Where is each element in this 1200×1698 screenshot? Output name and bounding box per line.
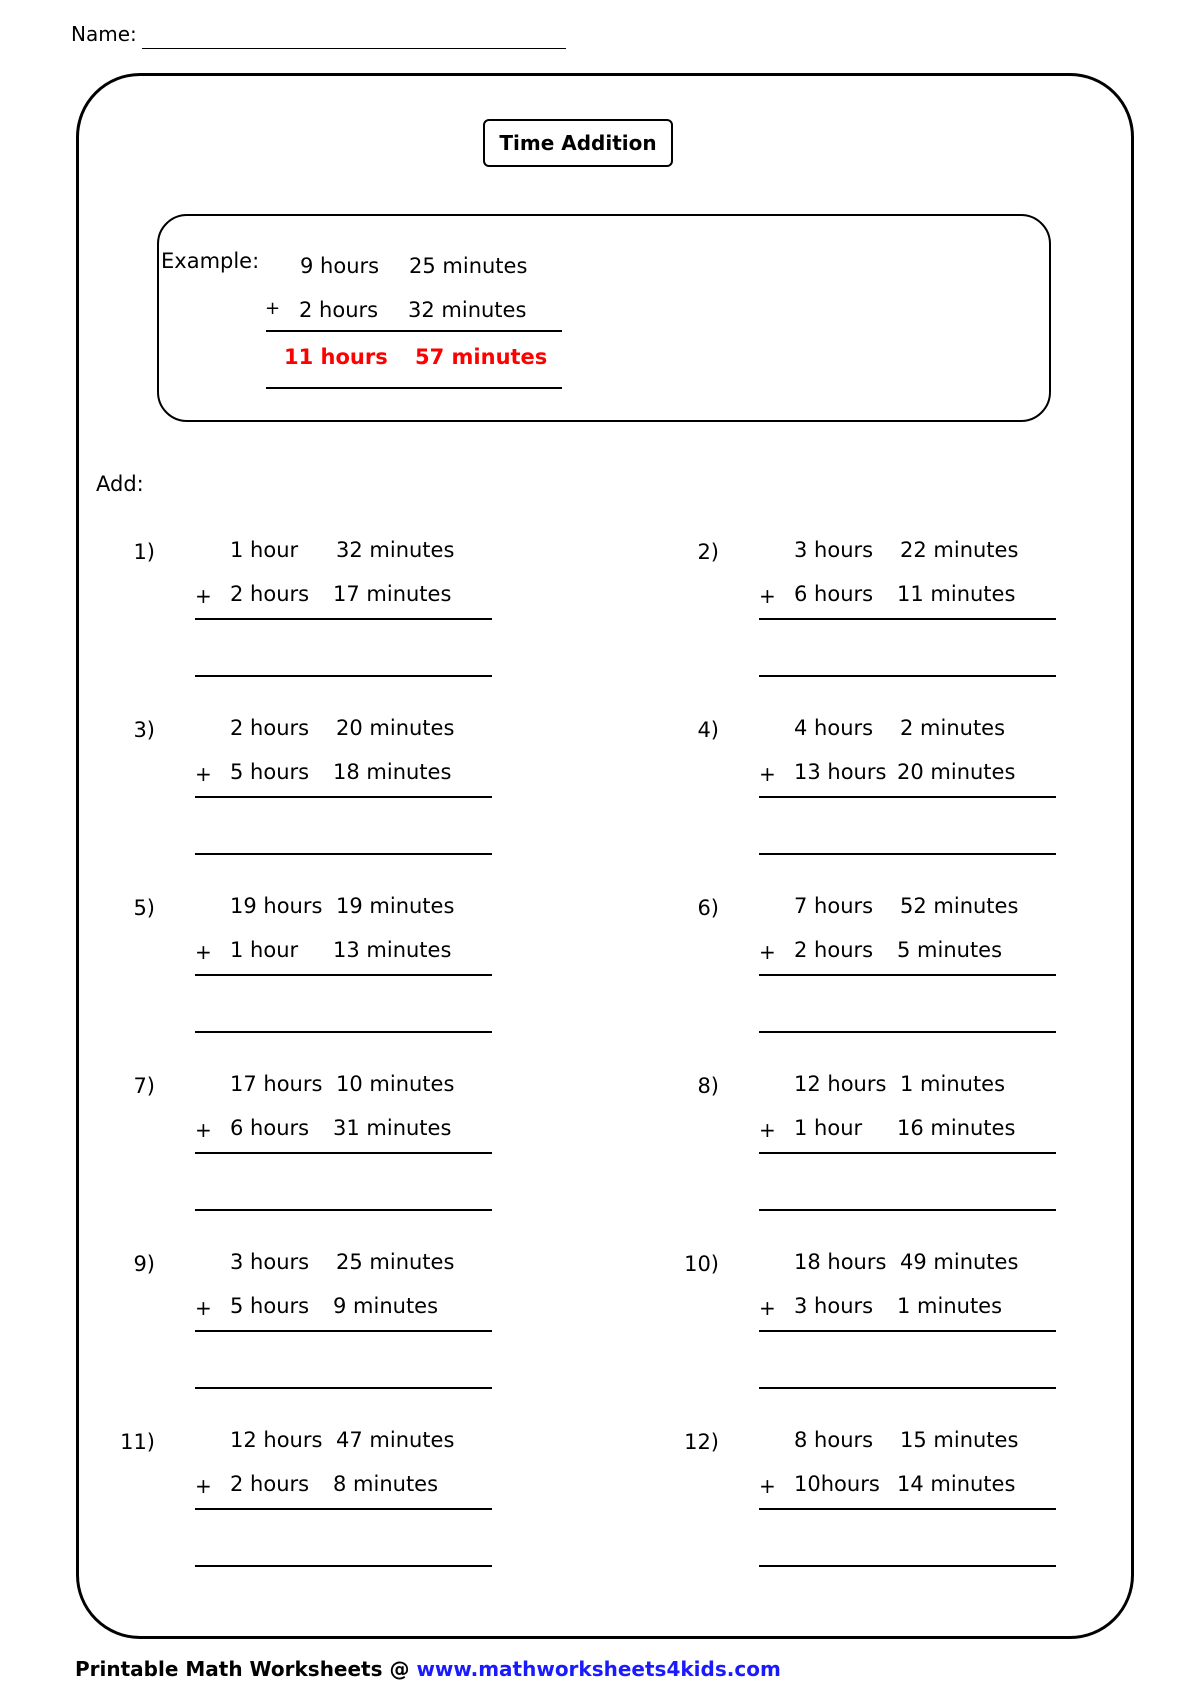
top-minutes: 22 minutes (900, 538, 1019, 562)
problem-number: 6) (697, 896, 719, 920)
example-label: Example: (161, 249, 260, 273)
bottom-hours: 6 hours (230, 1116, 310, 1140)
plus-sign: + (759, 1296, 776, 1320)
plus-sign: + (759, 940, 776, 964)
top-hours: 8 hours (794, 1428, 874, 1452)
plus-sign: + (759, 1474, 776, 1498)
problem-number: 10) (684, 1252, 719, 1276)
top-minutes: 1 minutes (900, 1072, 1006, 1096)
bottom-hours: 5 hours (230, 760, 310, 784)
answer-line[interactable] (195, 1387, 492, 1389)
sum-line (195, 1152, 492, 1154)
sum-line (759, 796, 1056, 798)
example-bottom-hours: 2 hours (299, 298, 379, 322)
answer-line[interactable] (195, 853, 492, 855)
top-hours: 3 hours (794, 538, 874, 562)
problem-number: 11) (120, 1430, 155, 1454)
answer-line[interactable] (759, 853, 1056, 855)
top-hours: 1 hour (230, 538, 299, 562)
example-answer-minutes: 57 minutes (415, 345, 548, 369)
problem-number: 2) (697, 540, 719, 564)
top-minutes: 10 minutes (336, 1072, 455, 1096)
footer (75, 1657, 781, 1681)
sum-line (759, 1330, 1056, 1332)
sum-line (759, 1152, 1056, 1154)
problem-number: 1) (133, 540, 155, 564)
worksheet-title: Time Addition (483, 119, 673, 167)
bottom-minutes: 18 minutes (333, 760, 452, 784)
answer-line[interactable] (195, 1209, 492, 1211)
problem-number: 4) (697, 718, 719, 742)
bottom-minutes: 5 minutes (897, 938, 1003, 962)
sum-line (195, 796, 492, 798)
problem-number: 12) (684, 1430, 719, 1454)
plus-sign: + (195, 1474, 212, 1498)
example-box (157, 214, 1051, 422)
sum-line (759, 618, 1056, 620)
name-label: Name: (71, 22, 137, 46)
top-hours: 12 hours (230, 1428, 323, 1452)
top-minutes: 15 minutes (900, 1428, 1019, 1452)
bottom-hours: 1 hour (794, 1116, 863, 1140)
bottom-hours: 5 hours (230, 1294, 310, 1318)
example-bottom-minutes: 32 minutes (408, 298, 527, 322)
bottom-minutes: 8 minutes (333, 1472, 439, 1496)
bottom-hours: 1 hour (230, 938, 299, 962)
top-minutes: 32 minutes (336, 538, 455, 562)
top-minutes: 47 minutes (336, 1428, 455, 1452)
problem-number: 5) (133, 896, 155, 920)
problem-number: 7) (133, 1074, 155, 1098)
plus-sign: + (759, 762, 776, 786)
answer-line[interactable] (759, 1387, 1056, 1389)
bottom-minutes: 20 minutes (897, 760, 1016, 784)
plus-sign: + (759, 1118, 776, 1142)
bottom-minutes: 11 minutes (897, 582, 1016, 606)
plus-sign: + (195, 1296, 212, 1320)
answer-line[interactable] (195, 1031, 492, 1033)
name-blank-line[interactable] (142, 48, 566, 49)
bottom-hours: 2 hours (794, 938, 874, 962)
sum-line (195, 974, 492, 976)
answer-line[interactable] (195, 1565, 492, 1567)
bottom-minutes: 14 minutes (897, 1472, 1016, 1496)
answer-line[interactable] (759, 1031, 1056, 1033)
footer-link[interactable]: www.mathworksheets4kids.com (416, 1657, 781, 1681)
top-hours: 12 hours (794, 1072, 887, 1096)
bottom-minutes: 16 minutes (897, 1116, 1016, 1140)
bottom-minutes: 31 minutes (333, 1116, 452, 1140)
sum-line (195, 618, 492, 620)
bottom-hours: 6 hours (794, 582, 874, 606)
answer-line[interactable] (759, 675, 1056, 677)
example-top-minutes: 25 minutes (409, 254, 528, 278)
top-minutes: 25 minutes (336, 1250, 455, 1274)
answer-line[interactable] (759, 1565, 1056, 1567)
bottom-minutes: 17 minutes (333, 582, 452, 606)
bottom-hours: 3 hours (794, 1294, 874, 1318)
top-hours: 17 hours (230, 1072, 323, 1096)
plus-sign: + (195, 940, 212, 964)
sum-line (195, 1330, 492, 1332)
example-sum-line (266, 330, 562, 332)
plus-sign: + (195, 762, 212, 786)
example-plus-sign: + (265, 298, 281, 319)
sum-line (759, 1508, 1056, 1510)
problem-number: 3) (133, 718, 155, 742)
plus-sign: + (195, 1118, 212, 1142)
top-minutes: 52 minutes (900, 894, 1019, 918)
plus-sign: + (759, 584, 776, 608)
top-hours: 3 hours (230, 1250, 310, 1274)
top-hours: 19 hours (230, 894, 323, 918)
top-hours: 4 hours (794, 716, 874, 740)
sum-line (759, 974, 1056, 976)
top-minutes: 20 minutes (336, 716, 455, 740)
top-minutes: 2 minutes (900, 716, 1006, 740)
sum-line (195, 1508, 492, 1510)
answer-line[interactable] (759, 1209, 1056, 1211)
instruction-label: Add: (96, 472, 144, 496)
bottom-hours: 2 hours (230, 1472, 310, 1496)
problem-number: 8) (697, 1074, 719, 1098)
example-answer-line (266, 387, 562, 389)
plus-sign: + (195, 584, 212, 608)
top-hours: 2 hours (230, 716, 310, 740)
example-answer-hours: 11 hours (284, 345, 388, 369)
bottom-hours: 13 hours (794, 760, 887, 784)
bottom-minutes: 9 minutes (333, 1294, 439, 1318)
bottom-hours: 10hours (794, 1472, 880, 1496)
top-hours: 18 hours (794, 1250, 887, 1274)
bottom-hours: 2 hours (230, 582, 310, 606)
top-hours: 7 hours (794, 894, 874, 918)
footer-text: Printable Math Worksheets @ (75, 1657, 417, 1681)
problem-number: 9) (133, 1252, 155, 1276)
answer-line[interactable] (195, 675, 492, 677)
bottom-minutes: 13 minutes (333, 938, 452, 962)
top-minutes: 49 minutes (900, 1250, 1019, 1274)
example-top-hours: 9 hours (300, 254, 380, 278)
top-minutes: 19 minutes (336, 894, 455, 918)
bottom-minutes: 1 minutes (897, 1294, 1003, 1318)
